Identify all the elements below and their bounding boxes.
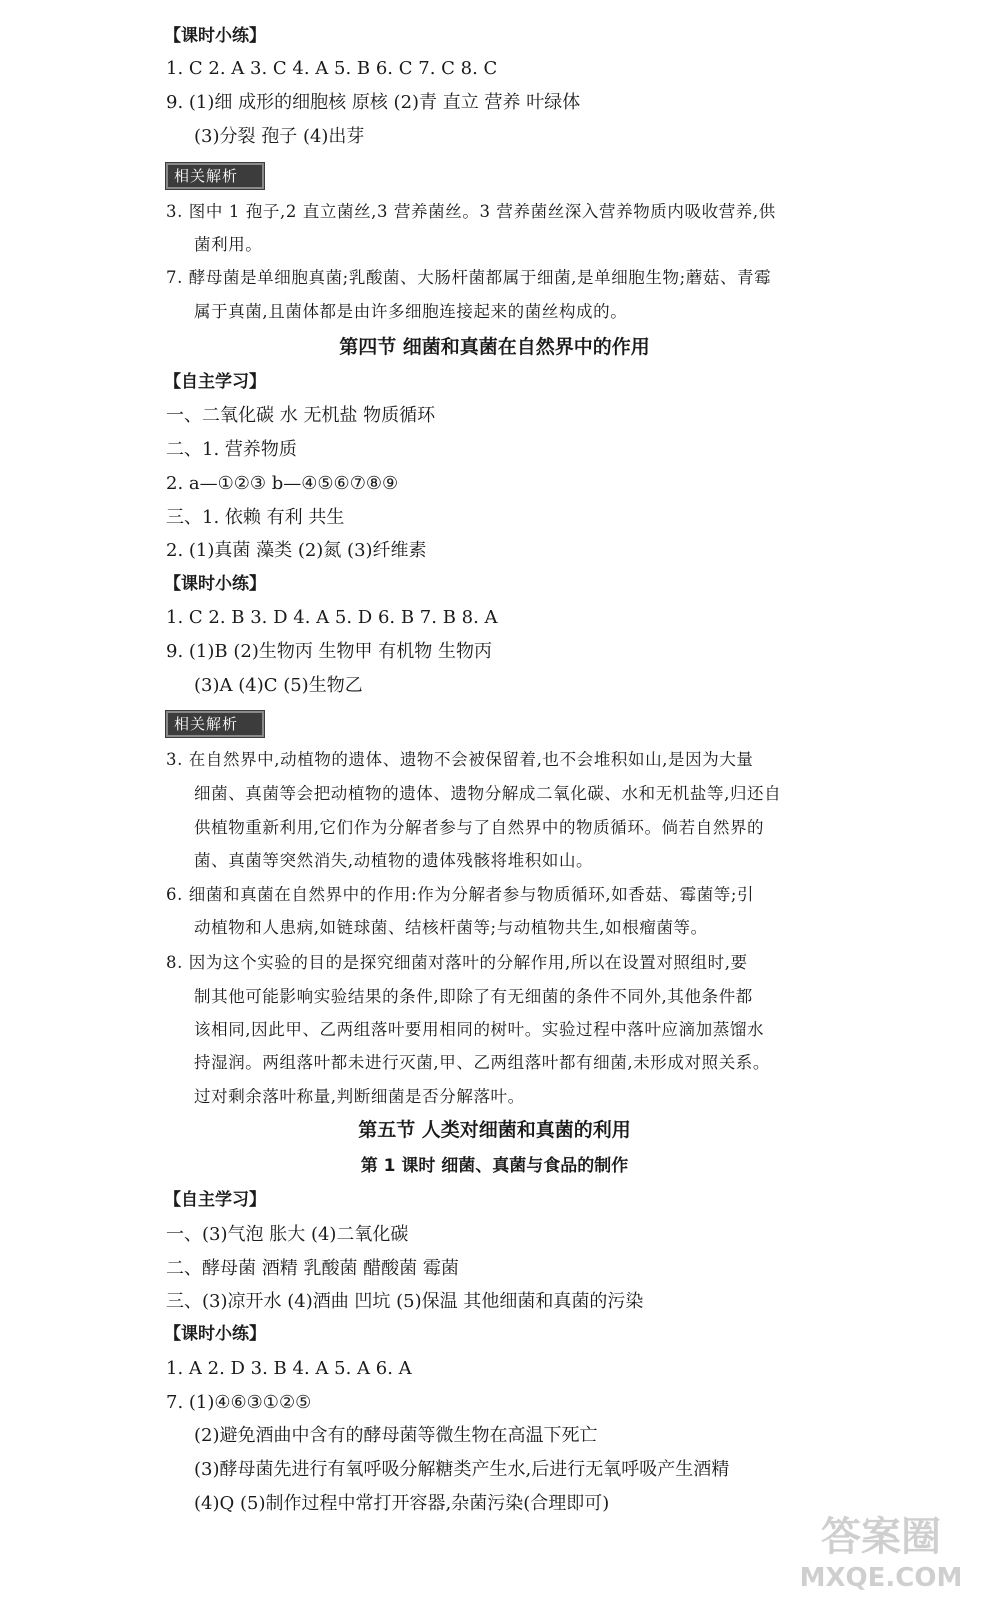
- answer-line: (3)酵母菌先进行有氧呼吸分解糖类产生水,后进行无氧呼吸产生酒精: [194, 1459, 730, 1480]
- section-title: 第五节 人类对细菌和真菌的利用: [358, 1119, 631, 1141]
- analysis-line: 菌利用。: [194, 235, 263, 254]
- analysis-line: 7. 酵母菌是单细胞真菌;乳酸菌、大肠杆菌都属于细菌,是单细胞生物;蘑菇、青霉: [166, 268, 772, 287]
- analysis-line: 持湿润。两组落叶都未进行灭菌,甲、乙两组落叶都有细菌,未形成对照关系。: [194, 1053, 770, 1072]
- practice-header: 【课时小练】: [164, 26, 266, 46]
- site-watermark: [791, 1502, 971, 1594]
- analysis-line: 过对剩余落叶称量,判断细菌是否分解落叶。: [194, 1087, 525, 1106]
- answer-line: 二、1. 营养物质: [166, 439, 297, 460]
- answer-line: 7. (1)④⑥③①②⑤: [166, 1392, 312, 1413]
- answer-line: (4)Q (5)制作过程中常打开容器,杂菌污染(合理即可): [194, 1493, 610, 1514]
- watermark-site: MXQE.COM: [799, 1563, 963, 1593]
- self-study-header: 【自主学习】: [164, 372, 266, 392]
- lesson-title: 第 1 课时 细菌、真菌与食品的制作: [360, 1156, 629, 1176]
- self-study-header: 【自主学习】: [164, 1190, 266, 1210]
- analysis-line: 细菌、真菌等会把动植物的遗体、遗物分解成二氧化碳、水和无机盐等,归还自: [194, 784, 782, 803]
- answer-line: 二、酵母菌 酒精 乳酸菌 醋酸菌 霉菌: [166, 1258, 459, 1279]
- answer-line: 一、(3)气泡 胀大 (4)二氧化碳: [166, 1224, 409, 1245]
- answer-line: (3)A (4)C (5)生物乙: [194, 675, 363, 696]
- answer-line: (2)避免酒曲中含有的酵母菌等微生物在高温下死亡: [194, 1425, 598, 1446]
- practice-header: 【课时小练】: [164, 574, 266, 594]
- answer-line: 9. (1)细 成形的细胞核 原核 (2)青 直立 营养 叶绿体: [166, 92, 581, 113]
- analysis-line: 菌、真菌等突然消失,动植物的遗体残骸将堆积如山。: [194, 851, 594, 870]
- watermark-title: 答案圈: [821, 1514, 941, 1560]
- analysis-line: 3. 在自然界中,动植物的遗体、遗物不会被保留着,也不会堆积如山,是因为大量: [166, 750, 754, 769]
- answer-line: 1. C 2. A 3. C 4. A 5. B 6. C 7. C 8. C: [166, 58, 498, 79]
- analysis-line: 该相同,因此甲、乙两组落叶要用相同的树叶。实验过程中落叶应滴加蒸馏水: [194, 1020, 765, 1039]
- answer-line: 1. C 2. B 3. D 4. A 5. D 6. B 7. B 8. A: [166, 607, 498, 628]
- section-title: 第四节 细菌和真菌在自然界中的作用: [339, 336, 650, 358]
- analysis-line: 供植物重新利用,它们作为分解者参与了自然界中的物质循环。倘若自然界的: [194, 818, 765, 837]
- analysis-line: 3. 图中 1 孢子,2 直立菌丝,3 营养菌丝。3 营养菌丝深入营养物质内吸收营养,供: [166, 202, 776, 221]
- analysis-line: 6. 细菌和真菌在自然界中的作用:作为分解者参与物质循环,如香菇、霉菌等;引: [166, 885, 755, 904]
- answer-line: 一、二氧化碳 水 无机盐 物质循环: [166, 405, 436, 426]
- answer-line: 三、(3)凉开水 (4)酒曲 凹坑 (5)保温 其他细菌和真菌的污染: [166, 1291, 644, 1312]
- practice-header: 【课时小练】: [164, 1324, 266, 1344]
- analysis-tag: 相关解析: [166, 711, 264, 737]
- answer-line: 1. A 2. D 3. B 4. A 5. A 6. A: [166, 1358, 412, 1379]
- answer-line: 2. a—①②③ b—④⑤⑥⑦⑧⑨: [166, 473, 399, 494]
- answer-line: (3)分裂 孢子 (4)出芽: [194, 126, 365, 147]
- analysis-line: 8. 因为这个实验的目的是探究细菌对落叶的分解作用,所以在设置对照组时,要: [166, 953, 748, 972]
- analysis-line: 制其他可能影响实验结果的条件,即除了有无细菌的条件不同外,其他条件都: [194, 987, 753, 1006]
- answer-line: 三、1. 依赖 有利 共生: [166, 507, 345, 528]
- answer-line: 9. (1)B (2)生物丙 生物甲 有机物 生物丙: [166, 641, 493, 662]
- analysis-line: 动植物和人患病,如链球菌、结核杆菌等;与动植物共生,如根瘤菌等。: [194, 918, 708, 937]
- analysis-line: 属于真菌,且菌体都是由许多细胞连接起来的菌丝构成的。: [194, 302, 628, 321]
- analysis-tag: 相关解析: [166, 163, 264, 189]
- answer-line: 2. (1)真菌 藻类 (2)氮 (3)纤维素: [166, 540, 427, 561]
